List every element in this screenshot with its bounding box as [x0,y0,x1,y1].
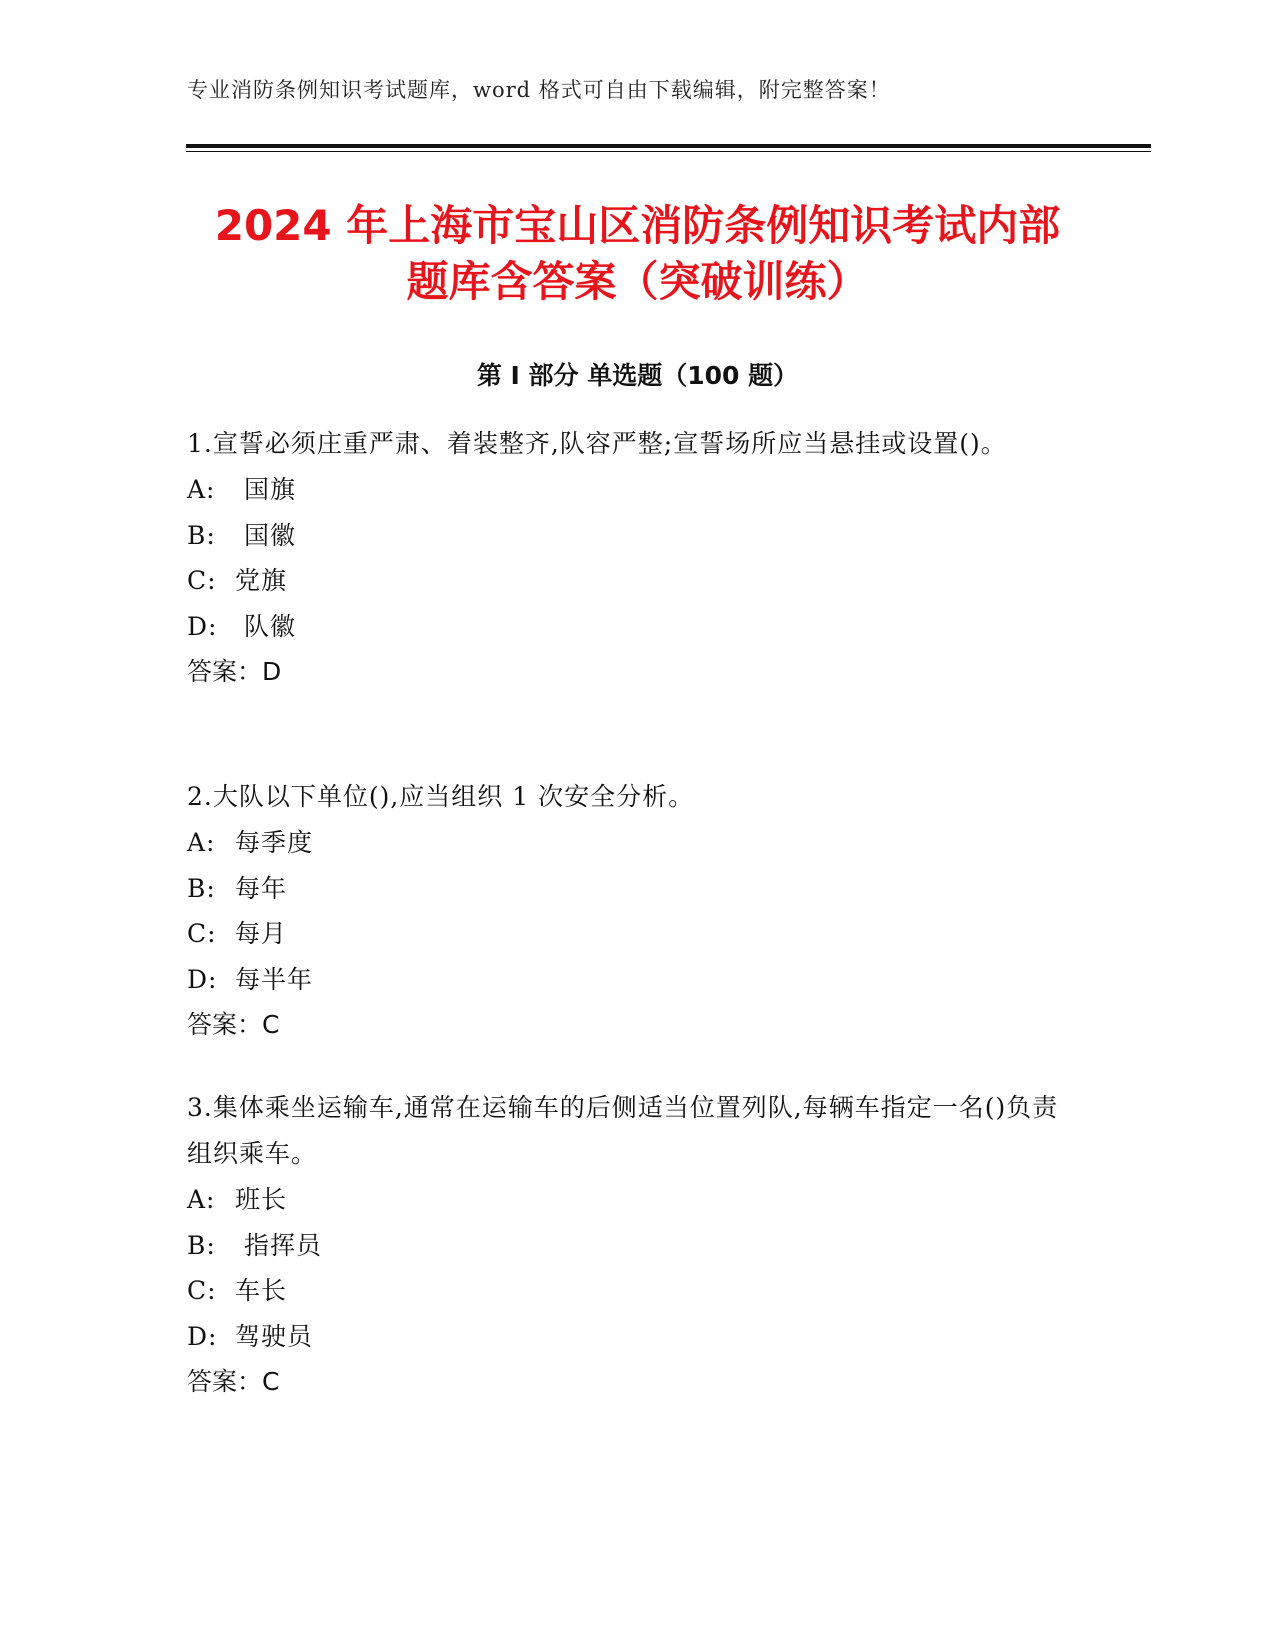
option-text: 驾驶员 [235,1321,314,1351]
option-a [187,1177,1067,1223]
option-text: 每年 [235,873,288,903]
option-b [187,1223,1067,1269]
option-letter: C: [187,919,217,948]
answer: 答案：D [187,657,282,686]
question-text: 3.集体乘坐运输车,通常在运输车的后侧适当位置列队,每辆车指定一名()负责组织乘车。 [187,1093,1059,1168]
option-text: 党旗 [235,566,288,595]
option-letter: C: [187,566,217,595]
title-line-1: 2024 年上海市宝山区消防条例知识考试内部 [214,201,1061,250]
option-d [187,957,1067,1003]
option-b [187,866,1067,912]
question-text: 2.大队以下单位(),应当组织 1 次安全分析。 [187,782,695,811]
option-c [187,911,1067,957]
option-text: 车长 [235,1276,288,1305]
question-3 [187,1085,1067,1405]
option-a [187,467,1067,513]
option-text: 国徽 [235,520,296,550]
option-b [187,513,1067,559]
option-letter: C: [187,1276,217,1305]
section-heading: 第 I 部分 单选题（100 题） [476,361,799,390]
option-letter: A: [187,1185,216,1214]
option-text: 指挥员 [235,1230,322,1260]
option-letter: D: [187,1321,218,1351]
answer: 答案：C [187,1367,280,1396]
question-text: 1.宣誓必须庄重严肃、着装整齐,队容严整;宣誓场所应当悬挂或设置()。 [187,429,1007,458]
option-text: 国旗 [235,475,296,504]
header-rule-thin [186,151,1151,152]
question-1 [187,421,1067,695]
header-note: 专业消防条例知识考试题库，word 格式可自由下载编辑，附完整答案！ [187,78,891,102]
option-text: 每半年 [235,964,314,994]
option-text: 每月 [235,919,288,948]
option-letter: B: [187,520,216,550]
answer: 答案：C [187,1010,280,1039]
option-letter: A: [187,475,216,504]
option-c [187,558,1067,604]
option-d [187,604,1067,650]
option-c [187,1268,1067,1314]
option-letter: D: [187,611,218,641]
option-letter: B: [187,873,216,903]
option-letter: A: [187,828,216,857]
option-letter: B: [187,1230,216,1260]
option-d [187,1314,1067,1360]
document-title [150,198,1125,310]
option-a [187,820,1067,866]
option-letter: D: [187,964,218,994]
option-text: 班长 [235,1185,288,1214]
title-line-2: 题库含答案（突破训练） [406,257,869,306]
option-text: 队徽 [235,611,296,641]
question-2 [187,774,1067,1048]
header-rule-thick [186,144,1151,148]
option-text: 每季度 [235,828,314,857]
